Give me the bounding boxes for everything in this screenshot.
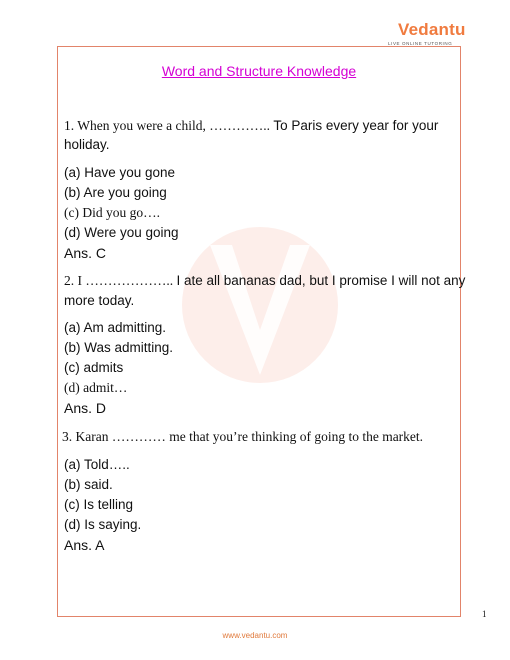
question-1-option-d: (d) Were you going [64,225,179,240]
page-title: Word and Structure Knowledge [161,63,357,79]
option-c-text: (c) Did you go…. [64,205,160,220]
question-3-line-1: 3. Karan ………… me that you’re thinking of going to the market. [62,429,424,444]
question-1-answer: Ans. C [64,245,107,261]
watermark-logo-icon [180,205,340,405]
question-2-option-b: (b) Was admitting. [64,340,174,355]
question-1-option-a: (a) Have you gone [64,165,176,180]
question-2-option-c: (c) admits [64,360,124,375]
question-3-answer: Ans. A [64,537,105,553]
question-2-stem-cont: I ate all bananas dad, but I promise I will not any [176,273,466,288]
question-3-option-d: (d) Is saying. [64,517,142,532]
option-d-text: (d) admit… [64,380,128,395]
question-1-stem: 1. When you were a child, ………….. [64,118,274,133]
question-1-line-1 [64,118,438,134]
question-2-option-a: (a) Am admitting. [64,320,167,335]
question-2-answer: Ans. D [64,400,107,416]
question-1-option-c [64,205,160,221]
question-1-line-2: holiday. [64,137,110,152]
question-1-stem-cont: To Paris every year for your [273,118,439,133]
question-3-option-b: (b) said. [64,477,113,492]
question-2-option-d [64,380,127,396]
question-3-option-c: (c) Is telling [64,497,134,512]
question-2-stem: 2. I ……………….. [64,273,177,288]
question-1-option-b: (b) Are you going [64,185,167,200]
footer-link[interactable]: www.vedantu.com [222,631,288,640]
brand-name: Vedantu [398,20,466,39]
question-2-line-1 [64,273,465,289]
brand-tagline: LIVE ONLINE TUTORING [388,41,453,46]
page-number: 1 [482,609,487,619]
question-3-option-a: (a) Told….. [64,457,130,472]
question-2-line-2: more today. [64,293,135,308]
